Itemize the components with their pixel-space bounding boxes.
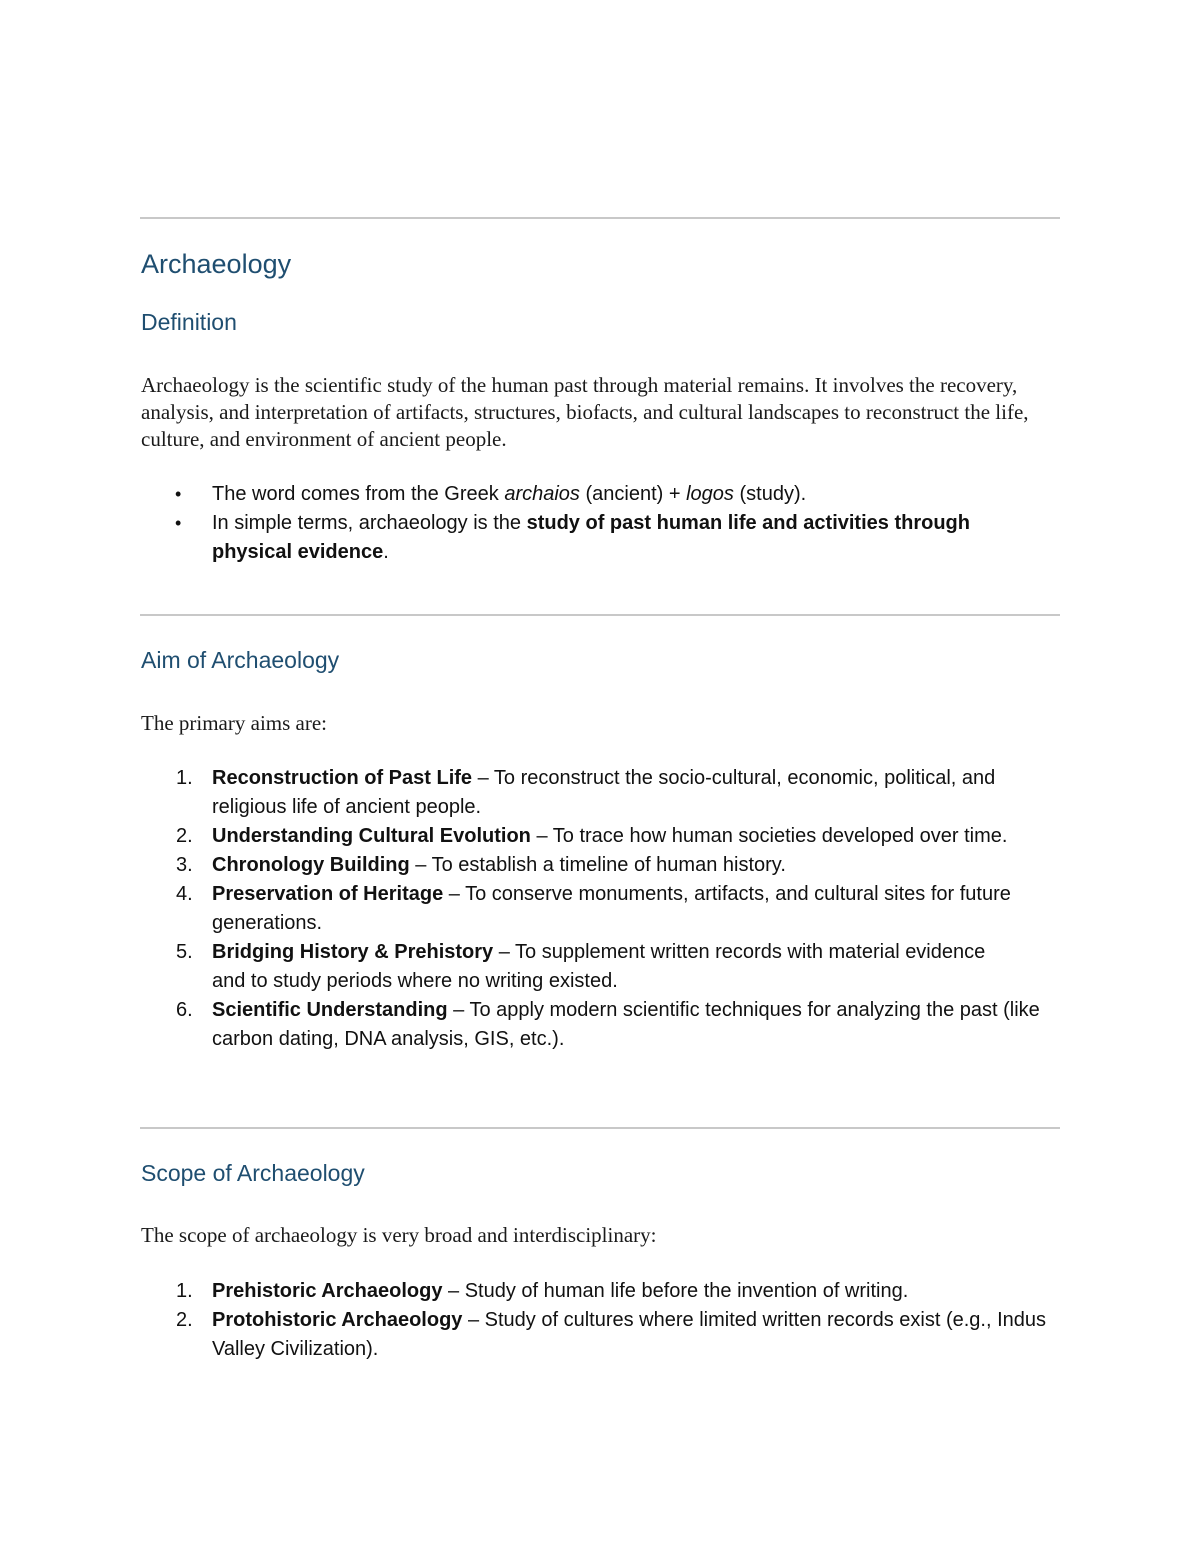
aim-intro: The primary aims are:	[141, 711, 328, 735]
aim-term: Chronology Building	[212, 854, 410, 876]
aim-term: Understanding Cultural Evolution	[212, 825, 531, 847]
list-number: 1.	[176, 767, 193, 789]
aim-description: – To establish a timeline of human history.	[409, 854, 786, 876]
aim-description: – To conserve monuments, artifacts, and cultural sites for future generations.	[212, 883, 1011, 934]
horizontal-rule	[140, 217, 1060, 219]
aim-term: Bridging History & Prehistory	[212, 941, 494, 963]
definition-paragraph: Archaeology is the scientific study of the human past through material remains. It involves the recovery, analysis, and interpretation of artifacts, structures, biofacts, and cultural landscapes to reconstruct the life, culture, and environment of ancient people.	[141, 373, 1029, 451]
aim-description: – To trace how human societies developed over time.	[530, 825, 1008, 847]
aim-description: – To reconstruct the socio-cultural, economic, political, and religious life of ancient people.	[212, 767, 996, 818]
scope-heading: Scope of Archaeology	[141, 1160, 365, 1186]
list-item	[141, 938, 1061, 996]
list-item	[141, 851, 1061, 880]
aim-heading: Aim of Archaeology	[141, 647, 340, 673]
greek-word-archaios: archaios	[504, 483, 580, 505]
list-number: 4.	[176, 883, 193, 905]
list-item	[141, 822, 1061, 851]
bullet-text: The word comes from the Greek	[212, 483, 505, 505]
definition-heading: Definition	[141, 309, 237, 335]
scope-description: – Study of cultures where limited written records exist (e.g., Indus Valley Civilization).	[212, 1309, 1047, 1360]
aim-term: Preservation of Heritage	[212, 883, 444, 905]
list-item	[141, 1306, 1061, 1364]
bullet-text: .	[383, 541, 389, 563]
greek-word-logos: logos	[686, 483, 734, 505]
aim-description: – To apply modern scientific techniques for analyzing the past (like carbon dating, DNA analysis, GIS, etc.).	[212, 999, 1040, 1050]
aim-term: Reconstruction of Past Life	[212, 767, 473, 789]
list-item	[141, 480, 1061, 509]
list-item	[141, 509, 1061, 567]
scope-list	[141, 1277, 1061, 1364]
definition-bullet-list	[141, 480, 1061, 567]
bullet-marker: •	[175, 513, 182, 533]
bullet-marker: •	[175, 484, 182, 504]
scope-term: Protohistoric Archaeology	[212, 1309, 463, 1331]
list-number: 3.	[176, 854, 193, 876]
list-number: 6.	[176, 999, 193, 1021]
aim-description: – To supplement written records with material evidence and to study periods where no writing existed.	[212, 941, 986, 992]
scope-intro: The scope of archaeology is very broad and interdisciplinary:	[141, 1223, 657, 1247]
aim-list	[141, 764, 1061, 1054]
horizontal-rule	[140, 614, 1060, 616]
aim-term: Scientific Understanding	[212, 999, 448, 1021]
list-number: 5.	[176, 941, 193, 963]
list-number: 2.	[176, 1309, 193, 1331]
list-item	[141, 1277, 1061, 1306]
bullet-text: (ancient) +	[579, 483, 687, 505]
list-number: 1.	[176, 1280, 193, 1302]
scope-term: Prehistoric Archaeology	[212, 1280, 443, 1302]
list-item	[141, 764, 1061, 822]
page-title: Archaeology	[141, 249, 292, 279]
bullet-emphasis: study of past human life and activities through physical evidence	[212, 512, 970, 563]
list-item	[141, 880, 1061, 938]
horizontal-rule	[140, 1127, 1060, 1129]
list-number: 2.	[176, 825, 193, 847]
bullet-text: In simple terms, archaeology is the	[212, 512, 527, 534]
bullet-text: (study).	[733, 483, 807, 505]
scope-description: – Study of human life before the invention of writing.	[442, 1280, 909, 1302]
list-item	[141, 996, 1061, 1054]
